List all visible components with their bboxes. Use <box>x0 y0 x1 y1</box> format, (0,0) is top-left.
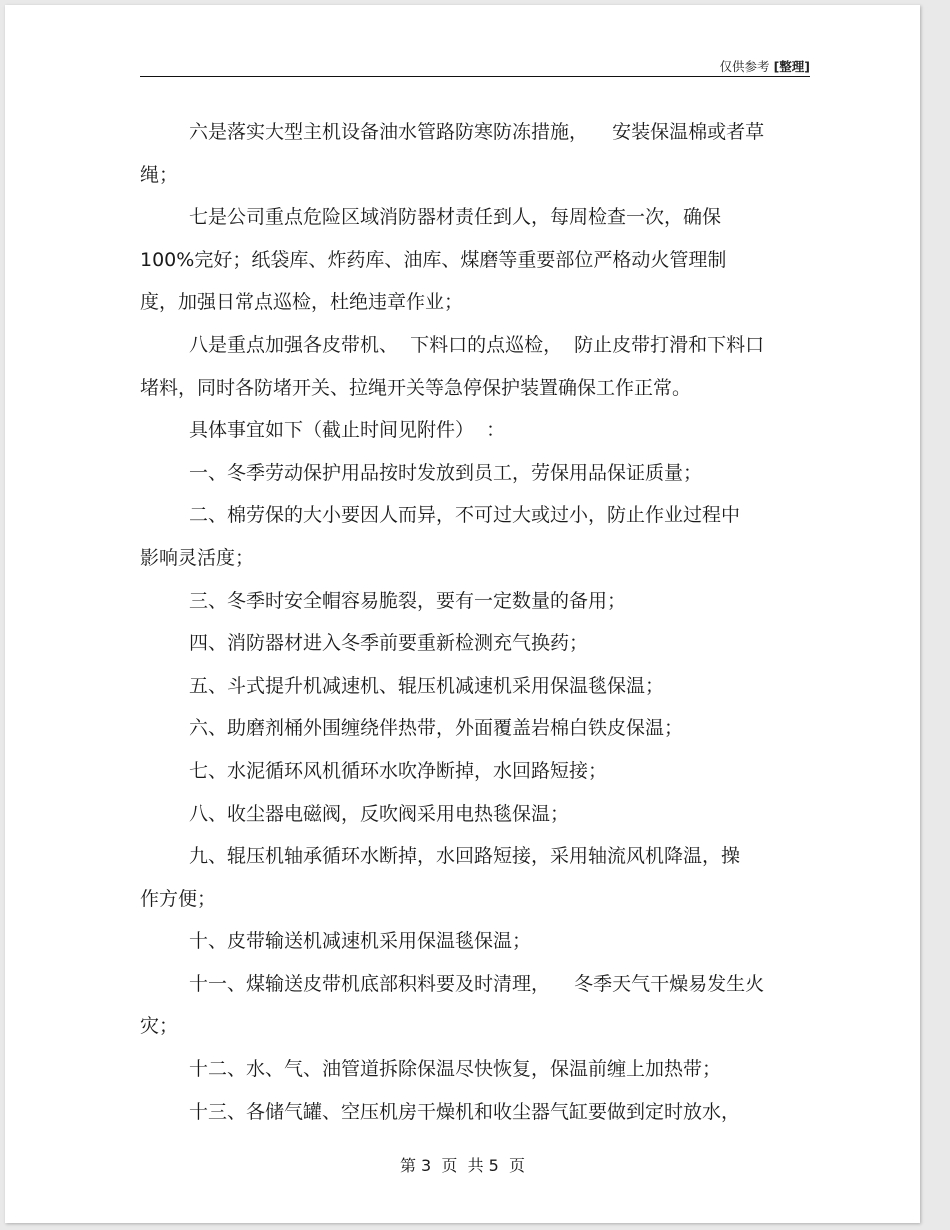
text-line: 十三、各储气罐、空压机房干燥机和收尘器气缸要做到定时放水， <box>189 1100 741 1123</box>
text-line: 十一、煤输送皮带机底部积料要及时清理， 冬季天气干燥易发生火 <box>189 972 765 995</box>
text-line: 七、水泥循环风机循环水吹净断掉，水回路短接； <box>189 759 608 782</box>
text-line: 具体事宜如下（截止时间见附件） ： <box>189 419 506 442</box>
header-note <box>720 57 810 75</box>
header-note-text: 仅供参考 <box>719 59 770 74</box>
text-line: 五、斗式提升机减速机、辊压机减速机采用保温毯保温； <box>189 674 665 697</box>
text-line: 二、棉劳保的大小要因人而异，不可过大或过小，防止作业过程中 <box>189 504 741 527</box>
text-line: 七是公司重点危险区域消防器材责任到人，每周检查一次，确保 <box>189 206 722 229</box>
header-rule <box>140 76 810 77</box>
text-line: 堵料，同时各防堵开关、拉绳开关等急停保护装置确保工作正常。 <box>140 376 692 399</box>
text-line: 三、冬季时安全帽容易脆裂，要有一定数量的备用； <box>189 589 627 612</box>
text-line: 六、助磨剂桶外围缠绕伴热带，外面覆盖岩棉白铁皮保温； <box>189 717 684 740</box>
text-line: 100%完好；纸袋库、炸药库、油库、煤磨等重要部位严格动火管理制 <box>140 248 727 271</box>
text-line: 六是落实大型主机设备油水管路防寒防冻措施， 安装保温棉或者草 <box>189 121 765 143</box>
document-page <box>5 5 920 1223</box>
text-line: 十二、水、气、油管道拆除保温尽快恢复，保温前缠上加热带； <box>189 1058 722 1081</box>
text-line: 八是重点加强各皮带机、 下料口的点巡检， 防止皮带打滑和下料口 <box>189 333 765 356</box>
text-line: 作方便； <box>140 887 217 910</box>
text-line: 一、冬季劳动保护用品按时发放到员工，劳保用品保证质量； <box>189 461 703 484</box>
document-body <box>140 111 805 1133</box>
text-line: 灾； <box>140 1015 179 1038</box>
text-line: 九、辊压机轴承循环水断掉，水回路短接，采用轴流风机降温，操 <box>189 845 741 868</box>
text-line: 四、消防器材进入冬季前要重新检测充气换药； <box>189 632 589 655</box>
text-line: 度，加强日常点巡检，杜绝违章作业； <box>140 291 464 314</box>
header-bracket-label: [整理] <box>773 59 810 74</box>
text-line: 绳； <box>140 163 179 186</box>
text-line: 十、皮带输送机减速机采用保温毯保温； <box>189 930 532 953</box>
page-number-footer: 第 3 页 共 5 页 <box>399 1156 526 1175</box>
text-line: 影响灵活度； <box>140 546 255 569</box>
text-line: 八、收尘器电磁阀，反吹阀采用电热毯保温； <box>189 802 570 825</box>
